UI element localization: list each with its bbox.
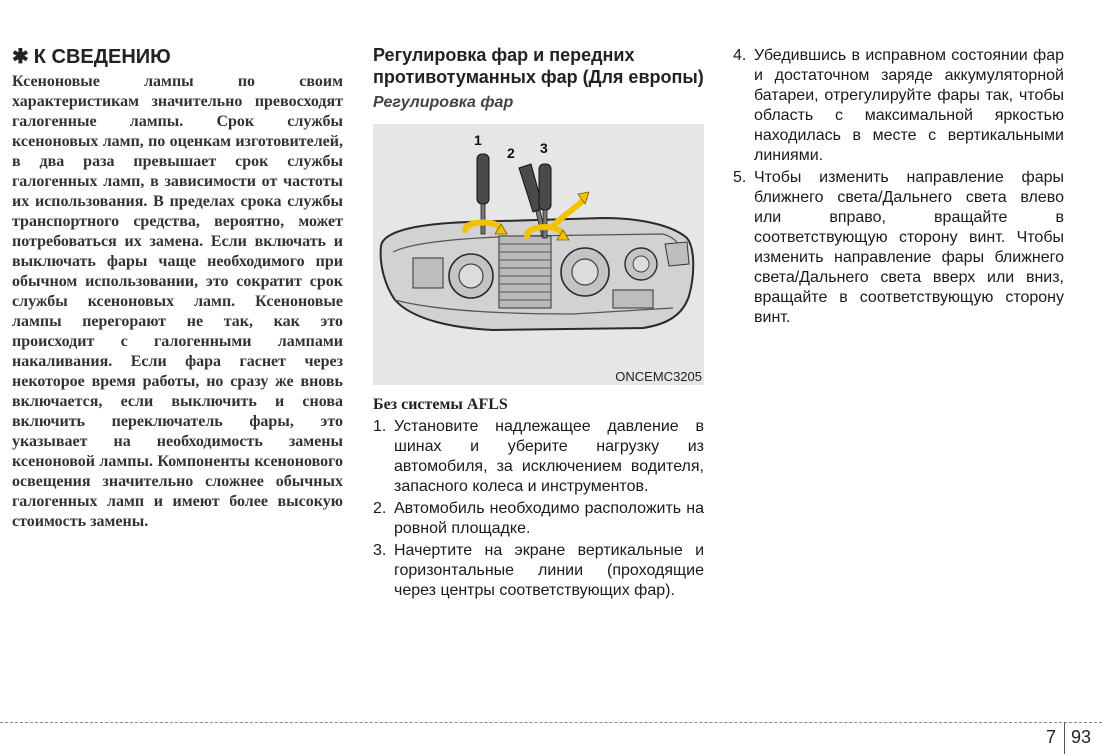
afls-title: Без системы AFLS [373,396,508,413]
step-number: 1. [373,418,387,435]
list-item [733,168,1064,328]
step-text: Установите надлежащее давление в шинах и уберите нагрузку из автомобиля, за исключением водителя, запасного колеса и инструментов. [394,418,704,495]
steps-right-block [733,46,1064,330]
headlamp-housing [381,218,694,330]
callout-1: 1 [474,132,482,148]
adjustment-section [373,44,704,603]
steps-list-left [373,417,704,601]
page-footer [0,722,1102,754]
note-title [12,44,343,70]
step-number: 2. [373,500,387,517]
list-item [373,541,704,601]
section-subtitle: Регулировка фар [373,94,514,111]
step-number: 5. [733,169,747,186]
headlamp-figure [373,124,704,385]
step-number: 4. [733,47,747,64]
asterisk-icon: ✱ [12,46,29,68]
step-text: Начертите на экране вертикальные и горизонтальные линии (проходящие через центры соответствующих фар). [394,542,704,599]
step-number: 3. [373,542,387,559]
note-title-text: К СВЕДЕНИЮ [33,46,171,68]
callout-2: 2 [507,145,515,161]
step-text: Убедившись в исправном состоянии фар и достаточном заряде аккумуляторной батареи, отрегулируйте фары так, чтобы область с максимальной яркостью находилась в месте с вертикальными линиями. [754,47,1064,164]
steps-list-right [733,46,1064,328]
callout-3: 3 [540,140,548,156]
note-block [12,44,343,532]
page-number-separator [1064,722,1065,754]
figure-code: ONCEMC3205 [615,369,702,384]
page-number: 93 [1071,727,1092,747]
step-text: Автомобиль необходимо расположить на ровной площадке. [394,500,704,537]
headlamp-illustration [373,124,704,385]
section-title: Регулировка фар и передних противотуманных фар (Для европы) [373,45,704,87]
list-item [733,46,1064,166]
note-body: Ксеноновые лампы по своим характеристикам значительно превосходят галогенные лампы. Срок службы ксеноновых ламп, по оценкам изготовителей, в два раза превышает срок службы галогенных ламп, в зависимости от частоты их использования. В пределах срока службы транспортного средства, вероятно, может потребоваться их замена. Если включать и выключать фары чаще необходимого при обычном использовании, это сократит срок службы ксеноновых ламп. Ксеноновые лампы перегорают не так, как это происходит с галогенными лампами накаливания. Если фара гаснет через некоторое время работы, но сразу же вновь включается, если выключить и снова включить переключатель фары, это указывает на необходимость замены ксеноновой лампы. Компоненты ксенонового освещения значительно сложнее обычных галогенных ламп и имеют более высокую стоимость замены. [12,73,343,530]
list-item [373,499,704,539]
footer-divider [0,722,1102,723]
step-text: Чтобы изменить направление фары ближнего света/Дальнего света влево или вправо, вращайте в соответствующую сторону винт. Чтобы изменить направление фары ближнего света/Дальнего света вверх или вниз, вращайте в соответствующую сторону винт. [754,169,1064,326]
list-item [373,417,704,497]
chapter-number: 7 [1046,727,1057,747]
